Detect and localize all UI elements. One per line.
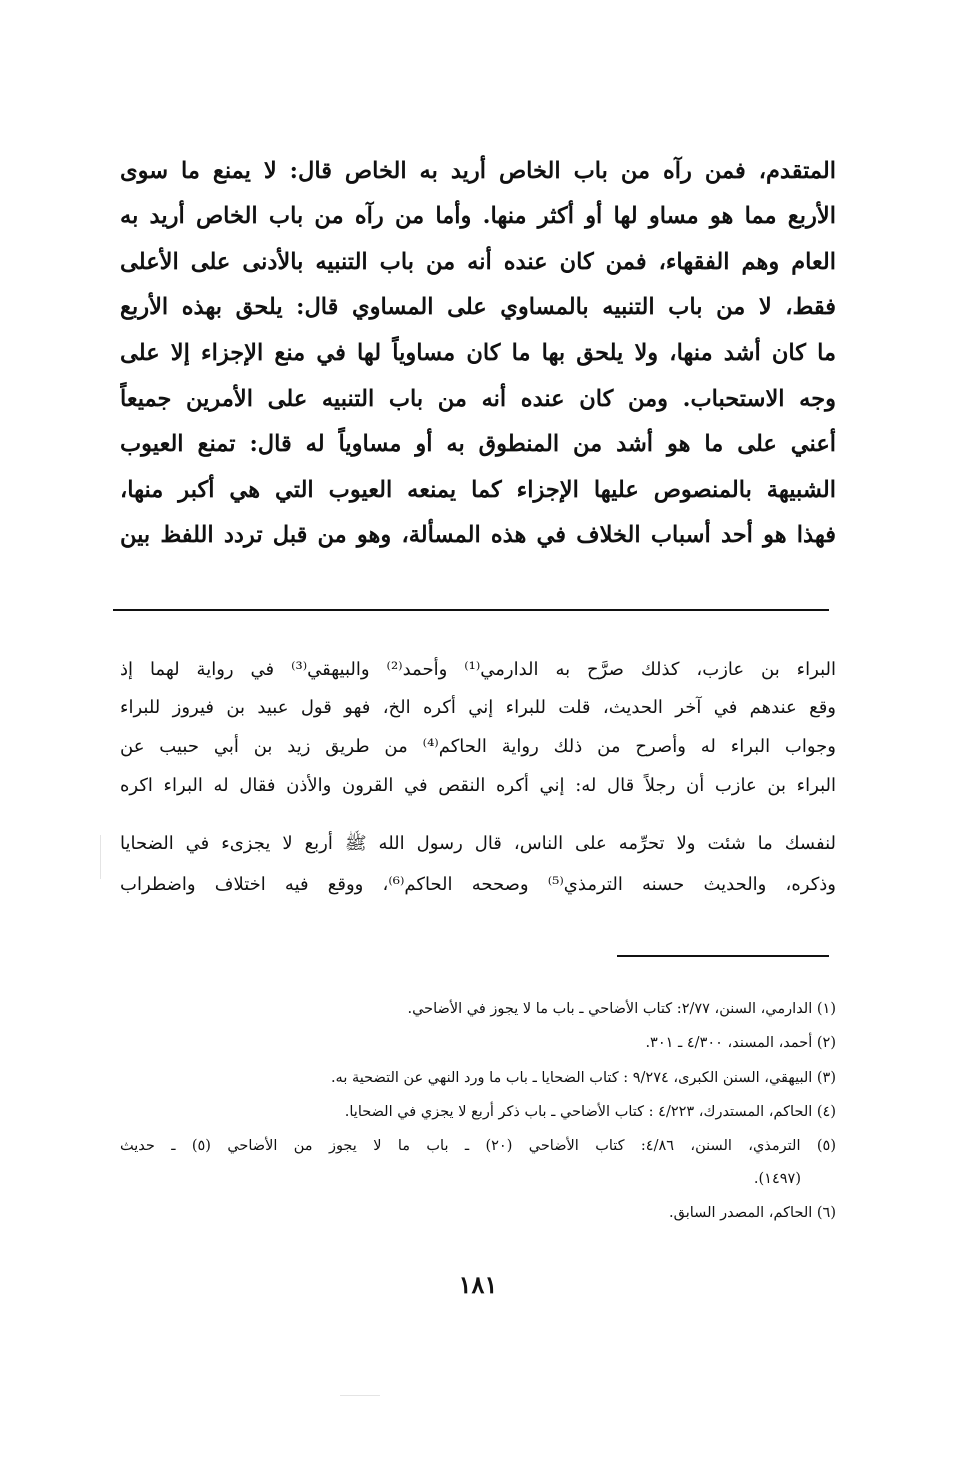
page-number: ١٨١ xyxy=(458,1270,498,1299)
main-text-line: وجه الاستحباب. ومن كان عنده أنه من باب التنبيه على الأمرين جميعاً xyxy=(120,386,836,412)
main-text-line: الأربع مما هو مساو لها أو أكثر منها. وأما من رآه من باب الخاص أريد به xyxy=(120,203,836,229)
main-text-line: المتقدم، فمن رآه من باب الخاص أريد به الخاص قال: لا يمنع ما سوى xyxy=(120,158,836,184)
main-text-line: فقط، لا من باب التنبيه بالمساوي على المساوي قال: يلحق بهذه الأربع xyxy=(120,294,836,320)
commentary-line: البراء بن عازب أن رجلاً قال له: إني أكره النقص في القرون والأذن فقال له البراء اكره xyxy=(120,775,836,796)
main-text-line: فهذا هو أحد أسباب الخلاف في هذه المسألة، وهو من قبل تردد اللفظ بين xyxy=(120,522,836,548)
footnote: (١) الدارمي، السنن، ٢/٧٧: كتاب الأضاحي ـ باب ما لا يجوز في الأضاحي. xyxy=(407,1001,836,1017)
main-text-line: أعني على ما هو أشد من المنطوق به أو مساوياً له قال: تمنع العيوب xyxy=(120,431,836,457)
main-text-line: الشبيهة بالمنصوص عليها الإجزاء كما يمنعه العيوب التي هي أكبر منها، xyxy=(120,477,836,503)
footnote: (٣) البيهقي، السنن الكبرى، ٩/٢٧٤ : كتاب الضحايا ـ باب ما ورد النهي عن التضحية به. xyxy=(330,1070,836,1086)
commentary-separator xyxy=(113,609,829,611)
footnote: (٥) الترمذي، السنن، ٤/٨٦: كتاب الأضاحي (٢٠) ـ باب ما لا يجوز من الأضاحي (٥) ـ حديث xyxy=(120,1138,836,1154)
footnote: (٢) أحمد، المسند، ٤/٣٠٠ ـ ٣٠١. xyxy=(645,1035,836,1051)
scan-mark xyxy=(100,835,101,879)
footnote-separator xyxy=(617,955,829,957)
scan-mark xyxy=(340,1395,380,1396)
commentary-line: وقع عندهم في آخر الحديث، قلت للبراء إني أكره الخ، فهو قول عبيد بن فيروز للبراء xyxy=(120,697,836,718)
commentary-line: وجواب البراء له وأصرح من ذلك رواية الحاكم⁽⁴⁾ من طريق زيد بن أبي حبيب عن xyxy=(120,736,836,757)
footnote: (٦) الحاكم، المصدر السابق. xyxy=(669,1205,836,1221)
footnote: (٤) الحاكم، المستدرك، ٤/٢٢٣ : كتاب الأضاحي ـ باب ذكر أربع لا يجزي في الضحايا. xyxy=(344,1104,836,1120)
commentary-line: البراء بن عازب، كذلك صرَّح به الدارمي⁽¹⁾ وأحمد⁽²⁾ والبيهقي⁽³⁾ في رواية لهما إذ xyxy=(120,659,836,680)
main-text-line: العام وهم الفقهاء، فمن كان عنده أنه من باب التنبيه بالأدنى على الأعلى xyxy=(120,249,836,275)
commentary-line: لنفسك ما شئت ولا تحرِّمه على الناس، قال رسول الله ﷺ أربع لا يجزىء في الضحايا xyxy=(120,833,836,854)
footnote-continuation: (١٤٩٧). xyxy=(753,1171,801,1187)
commentary-line: وذكره، والحديث حسنه الترمذي⁽⁵⁾ وصححه الحاكم⁽⁶⁾، ووقع فيه اختلاف واضطراب xyxy=(120,874,836,895)
main-text-line: ما كان أشد منها، ولا يلحق بها ما كان مساوياً لها في منع الإجزاء إلا على xyxy=(120,340,836,366)
